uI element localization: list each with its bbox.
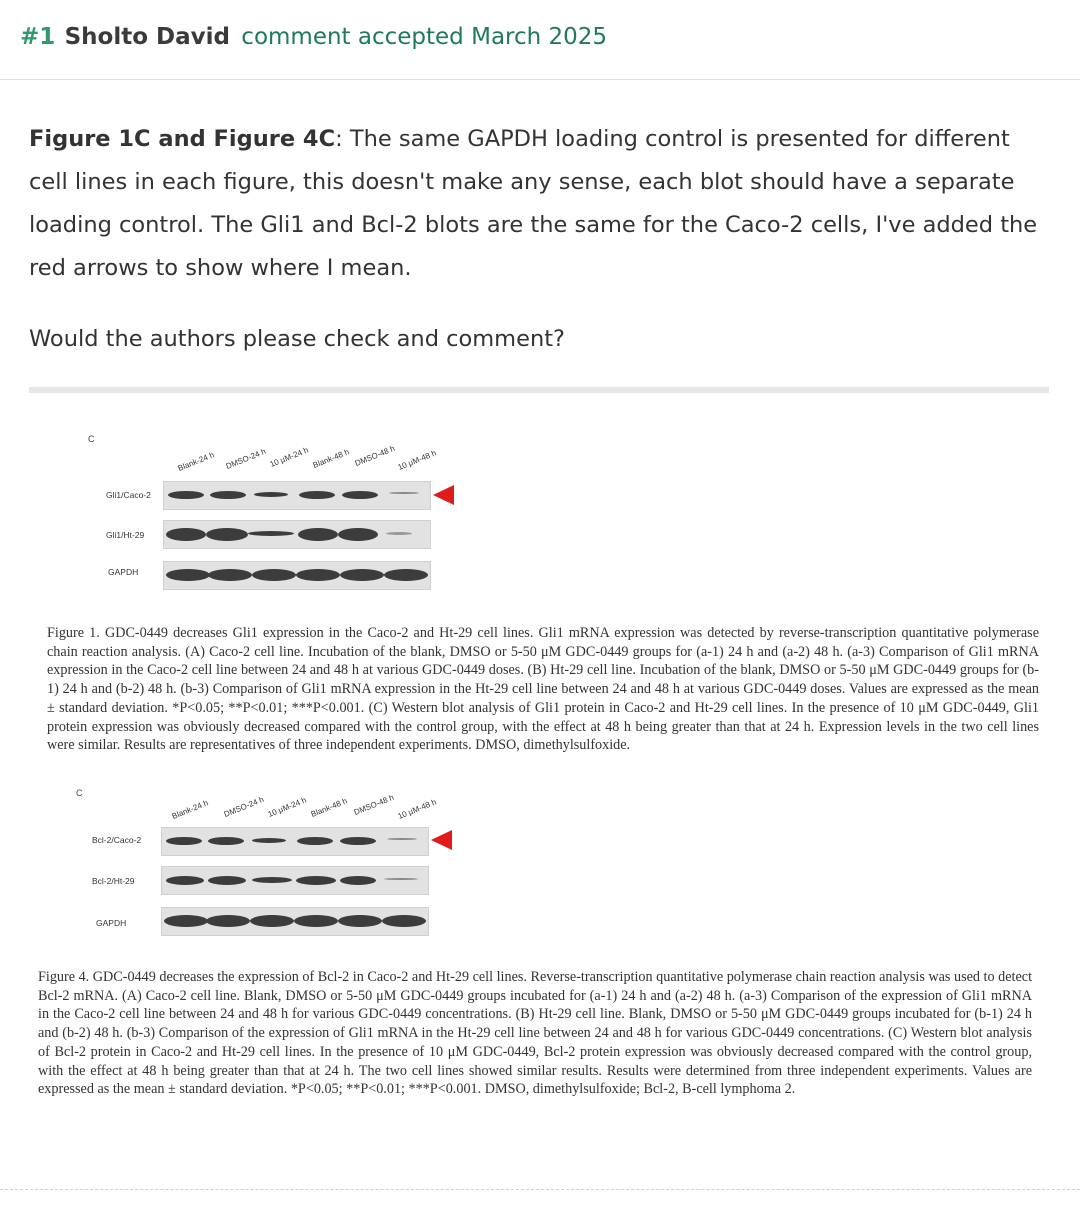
figure4-blot-bcl2-ht29 — [161, 866, 429, 895]
comment-header — [0, 0, 1080, 80]
band — [166, 528, 206, 541]
band — [340, 876, 376, 885]
band — [299, 491, 335, 499]
figure1-row-label: Gli1/Caco-2 — [106, 490, 151, 500]
figure4-caption: Figure 4. GDC-0449 decreases the expression of Bcl-2 in Caco-2 and Ht-29 cell lines. Reverse-transcription quantitative polymerase chain reaction analysis was used to detect Bcl-2 mRNA. (A) Caco-2 cell line. Blank, DMSO or 5-50 μM GDC-0449 groups incubated for (a-1) 24 h and (a-2) 48 h. (a-3) Comparison of the expression of Gli1 mRNA in the Caco-2 cell line between 24 and 48 h for various GDC-0449 concentrations. (B) Ht-29 cell line. Blank, DMSO or 5-50 μM GDC-0449 groups incubated for (b-1) 24 h and (b-2) 48 h. (b-3) Comparison of the expression of Gli1 mRNA in the Ht-29 cell line between 24 and 48 h for various GDC-0449 concentrations. (C) Western blot analysis of Bcl-2 protein in Caco-2 and Ht-29 cell lines. In the presence of 10 μM GDC-0449, Bcl-2 protein expression was obviously decreased compared with the control group, with the effect at 48 h being greater than that at 24 h. The two cell lines showed similar results. Results were determined from three independent experiments. Values are expressed as the mean ± standard deviation. *P<0.05; **P<0.01; ***P<0.001. DMSO, dimethylsulfoxide; Bcl-2, B-cell lymphoma 2. — [38, 969, 1033, 1098]
figure4-row-label: Bcl-2/Caco-2 — [92, 835, 142, 845]
band — [386, 532, 412, 535]
figure1-lane-label: Blank-48 h — [311, 447, 351, 470]
figure1-caption: Figure 1. GDC-0449 decreases Gli1 expression in the Caco-2 and Ht-29 cell lines. Gli1 mRNA expression was detected by reverse-transcription quantitative polymerase chain reaction analysis. (A) Caco-2 cell line. Incubation of the blank, DMSO or 5-50 μM GDC-0449 groups for (a-1) 24 h and (a-2) 48 h. (a-3) Comparison of Gli1 mRNA expression in the Caco-2 cell line between 24 and 48 h at various GDC-0449 doses. (B) Ht-29 cell line. Incubation of the blank, DMSO or 5-50 μM GDC-0449 groups for (b-1) 24 h and (b-2) 48 h. (b-3) Comparison of Gli1 mRNA expression in the Ht-29 cell line between 24 and 48 h at various GDC-0449 doses. Values are expressed as the mean ± standard deviation. *P<0.05; **P<0.01; ***P<0.001. (C) Western blot analysis of Gli1 protein in Caco-2 and Ht-29 cell lines. In the presence of 10 μM GDC-0449, Gli1 protein expression was obviously decreased compared with the control group, with the effect at 48 h being greater than that at 24 h. Expression levels in the two cell lines were similar. Results are representatives of three independent experiments. DMSO, dimethylsulfoxide. — [47, 625, 1039, 754]
band — [166, 876, 204, 885]
band — [338, 915, 382, 927]
figure4-panel-letter: C — [76, 788, 83, 798]
band — [168, 491, 204, 499]
band — [252, 838, 286, 843]
band — [208, 837, 244, 845]
figure4-lane-label: DMSO-24 h — [222, 794, 266, 819]
comment-body — [29, 118, 1051, 290]
band — [166, 569, 210, 581]
band — [254, 492, 288, 497]
band — [297, 837, 333, 845]
comment-bold-intro: Figure 1C and Figure 4C — [29, 126, 336, 152]
band — [206, 528, 248, 541]
band — [208, 876, 246, 885]
figure1-row-label: Gli1/Ht-29 — [106, 530, 145, 540]
band — [252, 569, 296, 581]
comment-author[interactable]: Sholto David — [64, 24, 230, 50]
band — [384, 569, 428, 581]
band — [296, 569, 340, 581]
band — [248, 531, 294, 536]
band — [166, 837, 202, 845]
figure4-row-label: GAPDH — [96, 918, 127, 928]
divider — [29, 387, 1049, 393]
band — [294, 915, 338, 927]
figure1-blot-gli1-caco2 — [163, 481, 431, 510]
figure1-lane-label: 10 μM-48 h — [396, 448, 438, 472]
band — [342, 491, 378, 499]
figure4-lane-label: Blank-48 h — [309, 796, 349, 819]
band — [298, 528, 338, 541]
figure4-lane-label: 10 μM-48 h — [396, 797, 438, 821]
figure4-blot-bcl2-caco2 — [161, 827, 429, 856]
red-arrow-icon — [433, 485, 454, 505]
band — [384, 878, 418, 880]
comment-status: comment accepted March 2025 — [241, 24, 608, 50]
band — [208, 569, 252, 581]
band — [338, 528, 378, 541]
band — [296, 876, 336, 885]
band — [250, 915, 294, 927]
band — [210, 491, 246, 499]
footer-divider — [0, 1189, 1080, 1190]
comment-paragraph: : The same GAPDH loading control is presented for different cell lines in each figure, this doesn't make any sense, each blot should have a separate loading control. The Gli1 and Bcl-2 blots are the same for the Caco-2 cells, I've added the red arrows to show where I mean. — [29, 126, 1038, 281]
band — [206, 915, 250, 927]
figure1-row-label: GAPDH — [108, 567, 139, 577]
figure1-lane-label: 10 μM-24 h — [268, 445, 310, 469]
comment-title — [20, 24, 607, 50]
figure1-panel-letter: C — [88, 434, 95, 444]
comment-number[interactable]: #1 — [20, 24, 56, 50]
band — [389, 492, 419, 494]
band — [340, 569, 384, 581]
figure1-blot-gapdh — [163, 561, 431, 590]
comment-question: Would the authors please check and comment? — [29, 326, 565, 352]
band — [340, 837, 376, 845]
figure1-blot-gli1-ht29 — [163, 520, 431, 549]
band — [387, 838, 417, 840]
band — [164, 915, 208, 927]
figure4-blot-gapdh — [161, 907, 429, 936]
figure1-lane-label: DMSO-24 h — [224, 446, 268, 471]
figure1-lane-label: Blank-24 h — [176, 450, 216, 473]
figure4-lane-label: Blank-24 h — [170, 798, 210, 821]
band — [382, 915, 426, 927]
figure4-lane-label: 10 μM-24 h — [266, 795, 308, 819]
band — [252, 877, 292, 883]
figure4-lane-label: DMSO-48 h — [352, 792, 396, 817]
figure1-lane-label: DMSO-48 h — [353, 443, 397, 468]
figure4-row-label: Bcl-2/Ht-29 — [92, 876, 135, 886]
red-arrow-icon — [431, 830, 452, 850]
